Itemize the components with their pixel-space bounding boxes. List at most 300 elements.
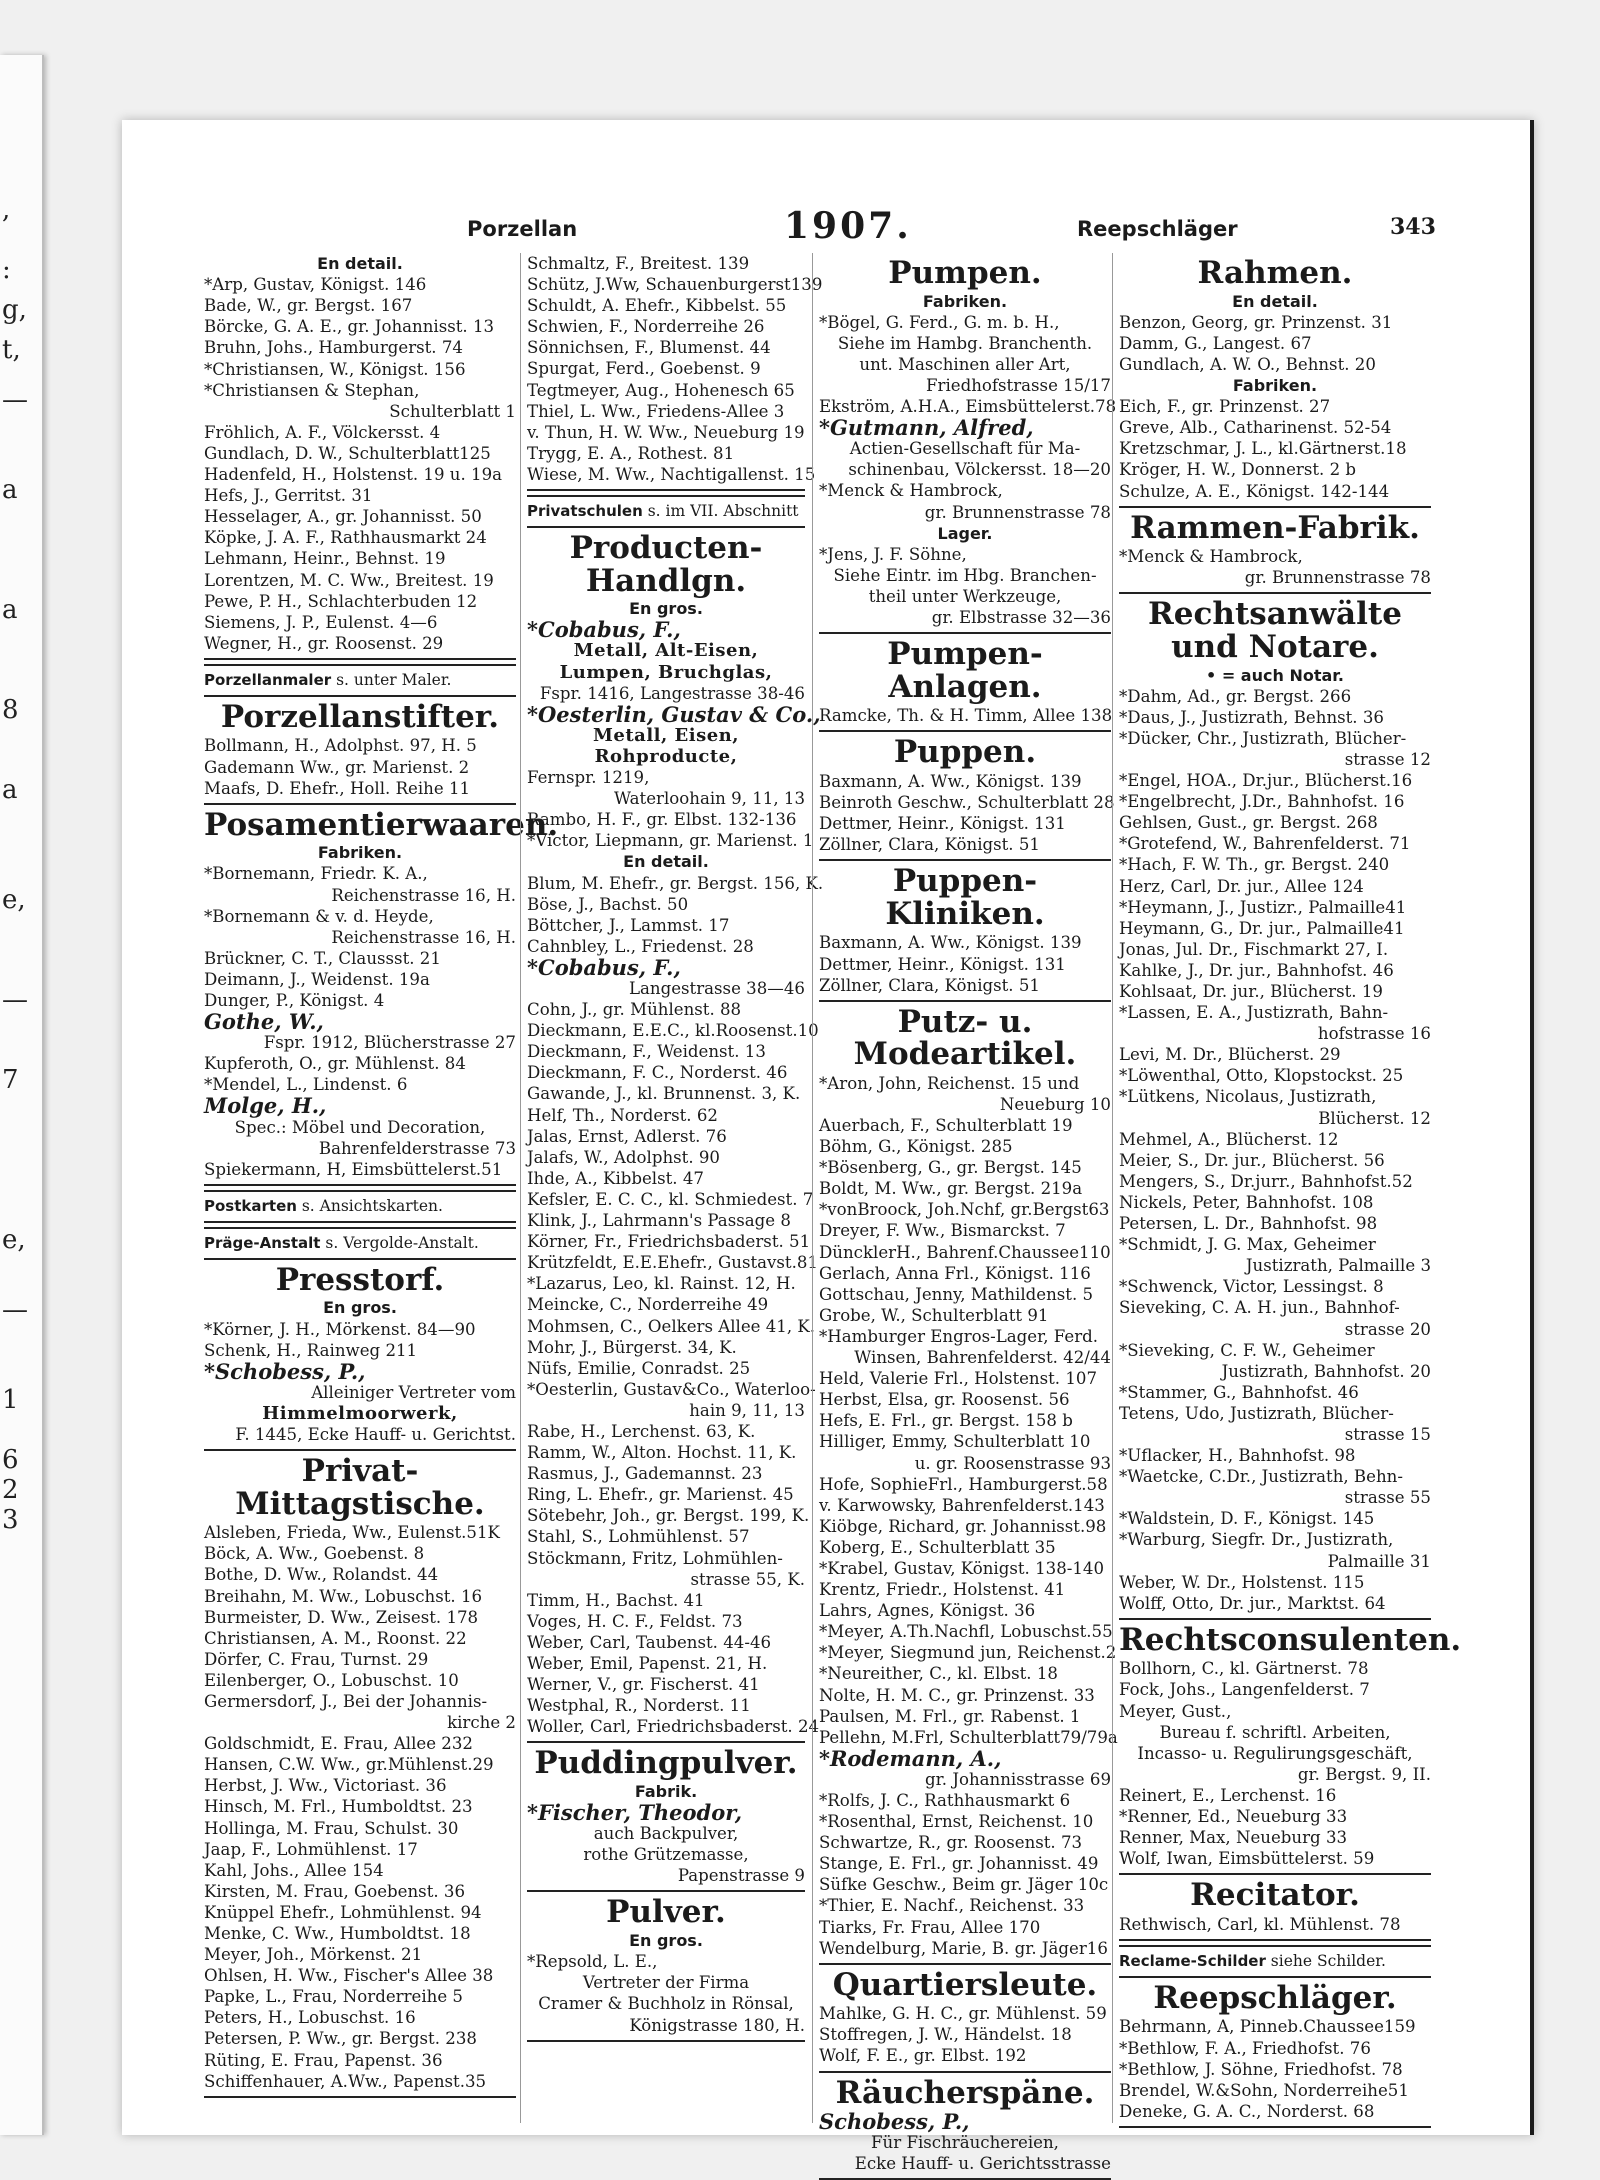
entry-line: *Bösenberg, G., gr. Bergst. 145: [819, 1158, 1082, 1178]
category-title: Puddingpulver.: [534, 1745, 798, 1782]
directory-entry: [1119, 939, 1431, 960]
entry-line: *Engel, HOA., Dr.jur., Blücherst.16: [1119, 771, 1413, 791]
entry-line: Sieveking, C. A. H. jun., Bahnhof-: [1119, 1298, 1400, 1318]
entry-line: Kahl, Johs., Allee 154: [204, 1860, 384, 1880]
category-title: Rechtsanwälte und Notare.: [1148, 596, 1402, 665]
directory-entry: [819, 1558, 1111, 1579]
directory-entry: [819, 2111, 1111, 2174]
directory-entry: [819, 1284, 1111, 1305]
sub-heading: En gros.: [629, 1931, 703, 1951]
entry-line: Kohlsaat, Dr. jur., Blücherst. 19: [1119, 982, 1383, 1001]
category-title: Quartiersleute.: [832, 1966, 1098, 2003]
entry-line: gr. Elbstrasse 32—36: [931, 608, 1111, 628]
directory-entry: [204, 464, 516, 485]
directory-entry: [1119, 854, 1431, 875]
directory-entry: [1119, 354, 1431, 375]
entry-line: Beinroth Geschw., Schulterblatt 28: [819, 793, 1115, 813]
directory-entry: [527, 873, 824, 894]
sub-heading: En gros.: [629, 599, 703, 619]
entry-line: Bahrenfelderstrasse 73: [318, 1138, 516, 1158]
entry-line: Pewe, P. H., Schlachterbuden 12: [204, 591, 478, 611]
directory-entry: [819, 1178, 1111, 1199]
entry-line: *Engelbrecht, J.Dr., Bahnhofst. 16: [1119, 792, 1405, 812]
directory-entry: [527, 464, 816, 485]
directory-entry: [819, 1115, 1111, 1136]
directory-entry: [204, 1944, 516, 1965]
directory-entry: [527, 830, 814, 851]
entry-line: Rabe, H., Lerchenst. 63, K.: [527, 1421, 756, 1441]
directory-entry: [819, 396, 1117, 417]
entry-line: Krützfeldt, E.E.Ehefr., Gustavst.81: [527, 1253, 818, 1273]
entry-line: Spurgat, Ferd., Goebenst. 9: [527, 359, 761, 379]
entry-line: Tegtmeyer, Aug., Hohenesch 65: [527, 380, 795, 400]
entry-line: Rethwisch, Carl, kl. Mühlenst. 78: [1119, 1914, 1401, 1934]
entry-line: *Körner, J. H., Mörkenst. 84—90: [204, 1319, 476, 1339]
entry-line: Behrmann, A, Pinneb.Chaussee159: [1119, 2017, 1416, 2037]
entry-line: Kröger, H. W., Donnerst. 2 b: [1119, 460, 1357, 480]
category-section: [819, 255, 1117, 628]
entry-line: auch Backpulver,: [593, 1824, 739, 1844]
entry-line: Bruhn, Johs., Hamburgerst. 74: [204, 338, 463, 358]
entry-line: gr. Brunnenstrasse 78: [1244, 568, 1431, 588]
entry-line: Lehmann, Heinr., Behnst. 19: [204, 549, 446, 569]
entry-line: Wendelburg, Marie, B. gr. Jäger16: [819, 1938, 1108, 1958]
entry-line: Breihahn, M. Ww., Lobuschst. 16: [204, 1586, 483, 1606]
section-rule: [204, 664, 516, 666]
directory-entry: [819, 1136, 1111, 1157]
directory-entry: [204, 1011, 516, 1053]
directory-entry: [1119, 417, 1431, 438]
directory-entry: [204, 757, 516, 778]
directory-entry: [204, 337, 516, 358]
entry-line: Woller, Carl, Friedrichsbaderst. 24: [527, 1717, 820, 1737]
directory-entry: [1119, 1234, 1431, 1276]
category-section: [527, 253, 823, 485]
directory-entry: [1119, 459, 1431, 480]
directory-entry: [204, 1340, 516, 1361]
directory-entry: [1119, 686, 1431, 707]
category-title: Pumpen.: [888, 255, 1042, 291]
directory-entry: [1119, 897, 1431, 918]
section-rule: [204, 2096, 516, 2098]
entry-line: Gerlach, Anna Frl., Königst. 116: [819, 1263, 1091, 1283]
entry-line: Siemens, J. P., Eulenst. 4—6: [204, 612, 438, 632]
entry-line: Jalas, Ernst, Adlerst. 76: [527, 1126, 727, 1146]
directory-entry: [204, 1522, 516, 1543]
section-rule: [1119, 2126, 1431, 2128]
entry-line: Westphal, R., Norderst. 11: [527, 1696, 751, 1716]
entry-line: *Rodemann, A.,: [819, 1745, 1002, 1771]
category-section: [1119, 598, 1431, 1613]
entry-line: theil unter Werkzeuge,: [868, 587, 1062, 607]
directory-entry: [819, 834, 1111, 855]
directory-entry: [204, 1923, 516, 1944]
entry-line-bold: Metall, Eisen,: [592, 724, 740, 746]
entry-line: *Rosenthal, Ernst, Reichenst. 10: [819, 1812, 1094, 1832]
directory-entry: [1119, 1701, 1431, 1785]
entry-line: rothe Grützemasse,: [583, 1845, 749, 1865]
directory-entry: [527, 1802, 805, 1886]
entry-line: Reinert, E., Lerchenst. 16: [1119, 1785, 1337, 1805]
category-title: Pulver.: [606, 1894, 726, 1931]
sub-heading: En detail.: [623, 852, 709, 872]
entry-line: Schuldt, A. Ehefr., Kibbelst. 55: [527, 296, 787, 316]
category-section: [204, 698, 516, 799]
entry-line: *Lütkens, Nicolaus, Justizrath,: [1119, 1087, 1377, 1107]
entry-line: Germersdorf, J., Bei der Johannis-: [204, 1691, 488, 1711]
directory-entry: [204, 633, 516, 654]
category-section: [527, 530, 824, 1737]
entry-line: strasse 55, K.: [690, 1569, 805, 1589]
category-title: Rechtsconsulenten.: [1119, 1621, 1462, 1658]
directory-entry: [1119, 1213, 1431, 1234]
directory-entry: [204, 1733, 516, 1754]
entry-line: Renner, Max, Neueburg 33: [1119, 1828, 1348, 1848]
entry-line: *Oesterlin, Gustav&Co., Waterloo-: [527, 1379, 816, 1399]
edge-fragment: 3: [2, 1505, 19, 1535]
directory-entry: [527, 1189, 814, 1210]
directory-entry: [204, 1796, 516, 1817]
directory-entry: [204, 1818, 516, 1839]
entry-line: Held, Valerie Frl., Holstenst. 107: [819, 1369, 1098, 1389]
entry-line: Koberg, E., Schulterblatt 35: [819, 1537, 1056, 1557]
section-rule: [1119, 592, 1431, 594]
directory-entry: [819, 1326, 1111, 1368]
category-section: [204, 254, 516, 654]
entry-line: *Cobabus, F.,: [527, 617, 681, 643]
entry-line: Damm, G., Langest. 67: [1119, 333, 1312, 353]
section-rule: [204, 1184, 516, 1186]
entry-line: *Meyer, Siegmund jun, Reichenst.2: [819, 1643, 1117, 1663]
category-section: [1119, 1621, 1462, 1869]
directory-entry: [819, 1600, 1111, 1621]
entry-line: Reichenstrasse 16, H.: [331, 927, 516, 947]
edge-fragment: :: [2, 255, 11, 285]
section-rule: [819, 1963, 1111, 1965]
entry-line: Sönnichsen, F., Blumenst. 44: [527, 338, 771, 358]
directory-entry: [204, 2028, 516, 2049]
directory-entry: [527, 915, 805, 936]
entry-line: strasse 12: [1344, 749, 1431, 769]
edge-fragment: e,: [2, 885, 26, 915]
entry-line: Kupferoth, O., gr. Mühlenst. 84: [204, 1054, 466, 1074]
entry-line: Mengers, S., Dr.jurr., Bahnhofst.52: [1119, 1171, 1413, 1191]
entry-line: Werner, V., gr. Fischerst. 41: [527, 1675, 760, 1695]
directory-entry: [819, 2024, 1111, 2045]
column-2: [520, 253, 824, 2123]
directory-entry: [204, 1902, 516, 1923]
entry-line: *Bethlow, F. A., Friedhofst. 76: [1119, 2038, 1371, 2058]
entry-line: Herz, Carl, Dr. jur., Allee 124: [1119, 876, 1364, 896]
directory-entry: [527, 337, 805, 358]
entry-line: Langestrasse 38—46: [628, 979, 805, 998]
sub-heading: Lager.: [937, 523, 993, 543]
entry-line: *Löwenthal, Otto, Klopstockst. 25: [1119, 1066, 1404, 1086]
entry-line: Ramm, W., Alton. Hochst. 11, K.: [527, 1443, 797, 1463]
entry-line: Nickels, Peter, Bahnhofst. 108: [1119, 1192, 1374, 1212]
entry-line: *Arp, Gustav, Königst. 146: [204, 275, 427, 295]
directory-entry: [1119, 1593, 1431, 1614]
directory-entry: [204, 1860, 516, 1881]
section-rule: [204, 1221, 516, 1223]
entry-line: Spiekermann, H, Eimsbüttelerst.51: [204, 1159, 503, 1179]
entry-line: Schobess, P.,: [819, 2109, 970, 2135]
section-rule: [204, 803, 516, 805]
entry-line: *Hach, F. W. Th., gr. Bergst. 240: [1119, 855, 1390, 875]
entry-line: Eilenberger, O., Lobuschst. 10: [204, 1670, 459, 1690]
directory-entry: [819, 1242, 1111, 1263]
directory-entry: [819, 1073, 1111, 1115]
category-title: Producten-Handlgn.: [569, 530, 763, 599]
directory-entry: [527, 1526, 805, 1547]
category-title: Puppen-Kliniken.: [885, 863, 1045, 932]
category-section: [527, 1896, 805, 2035]
entry-line: Böttcher, J., Lammst. 17: [527, 915, 730, 935]
directory-entry: [1119, 707, 1431, 728]
entry-line: Kretzschmar, J. L., kl.Gärtnerst.18: [1119, 439, 1407, 459]
entry-line: Stoffregen, J. W., Händelst. 18: [819, 2025, 1072, 2045]
directory-entry: [204, 1319, 516, 1340]
directory-entry: [819, 1642, 1117, 1663]
adjacent-page-edge: [0, 55, 44, 2135]
entry-line: *Bethlow, J. Söhne, Friedhofst. 78: [1119, 2059, 1403, 2079]
entry-line: Meincke, C., Norderreihe 49: [527, 1295, 769, 1315]
entry-line: Vertreter der Firma: [582, 1973, 750, 1993]
directory-entry: [204, 2071, 516, 2092]
section-rule: [527, 526, 805, 528]
directory-entry: [1119, 960, 1431, 981]
entry-line: Rüting, E. Frau, Papenst. 36: [204, 2050, 443, 2070]
edge-fragment: —: [2, 385, 28, 415]
entry-line: Hilliger, Emmy, Schulterblatt 10: [819, 1432, 1091, 1452]
directory-entry: [819, 417, 1111, 480]
entry-line: Molge, H.,: [204, 1093, 327, 1119]
edge-fragment: a: [2, 775, 18, 805]
entry-line: Deimann, J., Weidenst. 19a: [204, 969, 430, 989]
directory-entry: [204, 2007, 516, 2028]
entry-line: *Lazarus, Leo, kl. Rainst. 12, H.: [527, 1274, 796, 1294]
entry-line: Petersen, L. Dr., Bahnhofst. 98: [1119, 1214, 1378, 1234]
directory-entry: [527, 809, 805, 830]
entry-line: Fspr. 1416, Langestrasse 38-46: [539, 683, 805, 703]
entry-line: *Dücker, Chr., Justizrath, Blücher-: [1119, 728, 1407, 748]
directory-entry: [819, 1745, 1111, 1790]
section-rule: [1119, 506, 1431, 508]
directory-entry: [527, 401, 805, 422]
entry-line: Spec.: Möbel und Decoration,: [234, 1117, 486, 1137]
entry-line: Hesselager, A., gr. Johannisst. 50: [204, 507, 482, 527]
entry-line: *Warburg, Siegfr. Dr., Justizrath,: [1119, 1530, 1394, 1550]
directory-entry: [819, 1495, 1111, 1516]
directory-entry: [1119, 1150, 1431, 1171]
directory-entry: [819, 1474, 1111, 1495]
directory-entry: [1119, 2016, 1431, 2037]
directory-entry: [1119, 981, 1431, 1002]
directory-entry: [204, 1670, 516, 1691]
directory-entry: [204, 1775, 516, 1796]
running-head-right: Reepschläger: [1077, 217, 1238, 241]
running-head-left: Porzellan: [467, 217, 578, 241]
directory-entry: [819, 1410, 1111, 1431]
directory-entry: [527, 1951, 805, 2035]
sub-heading: En detail.: [317, 254, 403, 273]
category-section: [1119, 509, 1431, 589]
entry-line: Schütz, J.Ww, Schauenburgerst139: [527, 275, 823, 295]
directory-entry: [1119, 396, 1431, 417]
directory-entry: [527, 1716, 820, 1737]
directory-entry: [527, 316, 805, 337]
section-rule: [819, 1000, 1111, 1002]
category-title: Putz- u. Modeartikel.: [853, 1003, 1077, 1073]
directory-entry: [204, 778, 516, 799]
entry-line: Peters, H., Lobuschst. 16: [204, 2008, 416, 2028]
directory-entry: [1119, 1340, 1431, 1382]
directory-entry: [527, 380, 805, 401]
sub-heading: Fabrik.: [634, 1781, 698, 1801]
running-head: [122, 205, 1530, 255]
directory-entry: [819, 1263, 1111, 1284]
directory-entry: [819, 2045, 1111, 2066]
directory-entry: [204, 485, 516, 506]
entry-line: gr. Johannisstrasse 69: [925, 1769, 1111, 1789]
directory-entry: [527, 1421, 805, 1442]
entry-line: *Victor, Liepmann, gr. Marienst. 1: [527, 831, 814, 851]
entry-line: Bollmann, H., Adolphst. 97, H. 5: [204, 736, 477, 756]
entry-line: Jonas, Jul. Dr., Fischmarkt 27, I.: [1119, 939, 1389, 959]
entry-line: Brückner, C. T., Claussst. 21: [204, 948, 441, 968]
directory-entry: [527, 1674, 805, 1695]
directory-entry: [1119, 833, 1431, 854]
entry-line: Reichenstrasse 16, H.: [331, 885, 516, 905]
entry-line: *Dahm, Ad., gr. Bergst. 266: [1119, 686, 1352, 706]
edge-fragment: 8: [2, 695, 19, 725]
entry-line: Hollinga, M. Frau, Schulst. 30: [204, 1818, 459, 1838]
section-rule: [204, 695, 516, 697]
directory-entry: [819, 1305, 1111, 1326]
entry-line: Hadenfeld, H., Holstenst. 19 u. 19a: [204, 465, 503, 485]
entry-line: Alleiniger Vertreter vom: [311, 1382, 516, 1402]
directory-entry: [204, 1543, 516, 1564]
sub-heading: • = auch Notar.: [1206, 665, 1344, 685]
directory-entry: [527, 1231, 811, 1252]
directory-entry: [527, 1695, 805, 1716]
directory-entry: [527, 1147, 805, 1168]
column-3: [812, 253, 1118, 2174]
entry-line: Böck, A. Ww., Goebenst. 8: [204, 1544, 425, 1564]
entry-line: Rasmus, J., Gademannst. 23: [527, 1464, 763, 1484]
section-rule: [204, 1258, 516, 1260]
entry-line: Zöllner, Clara, Königst. 51: [819, 975, 1040, 995]
entry-line: Goldschmidt, E. Frau, Allee 232: [204, 1734, 473, 1754]
entry-line: *Meyer, A.Th.Nachfl, Lobuschst.55: [819, 1622, 1113, 1642]
directory-entry: [819, 544, 1111, 628]
edge-fragment: 6: [2, 1445, 19, 1475]
entry-line: *Lassen, E. A., Justizrath, Bahn-: [1119, 1003, 1389, 1023]
entry-line: Börcke, G. A. E., gr. Johannisst. 13: [204, 317, 495, 337]
section-rule: [527, 1890, 805, 1892]
directory-entry: [527, 1252, 818, 1273]
section-rule: [819, 2071, 1111, 2073]
directory-entry: [819, 932, 1111, 953]
directory-entry: [1119, 1466, 1431, 1508]
entry-line: Meyer, Joh., Mörkenst. 21: [204, 1945, 423, 1965]
directory-entry: [527, 295, 805, 316]
entry-line: Gothe, W.,: [204, 1009, 324, 1035]
entry-line: Pellehn, M.Frl, Schulterblatt79/79a: [819, 1727, 1118, 1747]
column-1: [204, 253, 559, 2123]
entry-line: Sötebehr, Joh., gr. Bergst. 199, K.: [527, 1506, 810, 1526]
cross-reference-label: Präge-Anstalt: [204, 1233, 321, 1252]
directory-entry: [527, 999, 805, 1020]
entry-line: *Jens, J. F. Söhne,: [819, 544, 967, 564]
entry-line: Helf, Th., Norderst. 62: [527, 1105, 718, 1125]
entry-line: Königstrasse 180, H.: [629, 2015, 805, 2035]
entry-line: Hansen, C.W. Ww., gr.Mühlenst.29: [204, 1755, 494, 1775]
directory-entry: [204, 527, 516, 548]
entry-line: *Christiansen, W., Königst. 156: [204, 359, 466, 379]
entry-line: Paulsen, M. Frl., gr. Rabenst. 1: [819, 1706, 1081, 1726]
directory-entry: [1119, 1848, 1431, 1869]
entry-line-bold: Rohproducte,: [594, 745, 738, 767]
directory-entry: [1119, 1065, 1431, 1086]
entry-line: Dieckmann, E.E.C., kl.Roosenst.10: [527, 1021, 819, 1041]
entry-line: *Bögel, G. Ferd., G. m. b. H.,: [819, 312, 1060, 332]
entry-line: Wolff, Otto, Dr. jur., Marktst. 64: [1119, 1593, 1386, 1613]
entry-line: Meier, S., Dr. jur., Blücherst. 56: [1119, 1150, 1385, 1170]
directory-entry: [527, 253, 805, 274]
entry-line: Ohlsen, H. Ww., Fischer's Allee 38: [204, 1966, 494, 1986]
entry-line: Kiöbge, Richard, gr. Johannisst.98: [819, 1516, 1107, 1536]
entry-line-bold: Himmelmoorwerk,: [262, 1402, 458, 1424]
directory-entry: [1119, 728, 1431, 770]
entry-line: Jalafs, W., Adolphst. 90: [527, 1147, 720, 1167]
directory-entry: [819, 813, 1111, 834]
directory-entry: [819, 2003, 1111, 2024]
entry-line: Kahlke, J., Dr. jur., Bahnhofst. 46: [1119, 960, 1394, 980]
category-section: [819, 2074, 1111, 2175]
directory-entry: [204, 295, 516, 316]
section-rule: [819, 859, 1111, 861]
section-rule: [1119, 1873, 1431, 1875]
entry-line: Timm, H., Bachst. 41: [527, 1590, 705, 1610]
sub-heading: Fabriken.: [1232, 376, 1318, 396]
directory-entry: [204, 1607, 516, 1628]
directory-entry: [1119, 791, 1431, 812]
entry-line: Weber, Emil, Papenst. 21, H.: [527, 1654, 768, 1673]
category-section: [819, 865, 1111, 995]
entry-line: *Aron, John, Reichenst. 15 und: [819, 1073, 1080, 1093]
directory-entry: [204, 591, 516, 612]
entry-line-bold: Lumpen, Bruchglas,: [559, 661, 773, 683]
directory-entry: [819, 1853, 1111, 1874]
cross-reference: Privatschulen s. im VII. Abschnitt: [527, 502, 799, 521]
directory-entry: [1119, 918, 1431, 939]
directory-entry: [1119, 1276, 1431, 1297]
directory-entry: [1119, 312, 1431, 333]
entry-line: Knüppel Ehefr., Lohmühlenst. 94: [204, 1902, 482, 1922]
directory-entry: [527, 936, 805, 957]
entry-line: Für Fischräuchereien,: [871, 2133, 1059, 2153]
entry-line: Schwartze, R., gr. Roosenst. 73: [819, 1833, 1083, 1853]
category-section: [819, 1003, 1118, 1959]
directory-entry: [204, 1754, 516, 1775]
directory-entry: [527, 1020, 819, 1041]
entry-line: Winsen, Bahrenfelderst. 42/44: [854, 1348, 1111, 1368]
entry-line: gr. Brunnenstrasse 78: [924, 502, 1111, 522]
directory-entry: [819, 312, 1111, 396]
entry-line: Rambo, H. F., gr. Elbst. 132-136: [527, 810, 797, 830]
directory-entry: [527, 701, 821, 809]
